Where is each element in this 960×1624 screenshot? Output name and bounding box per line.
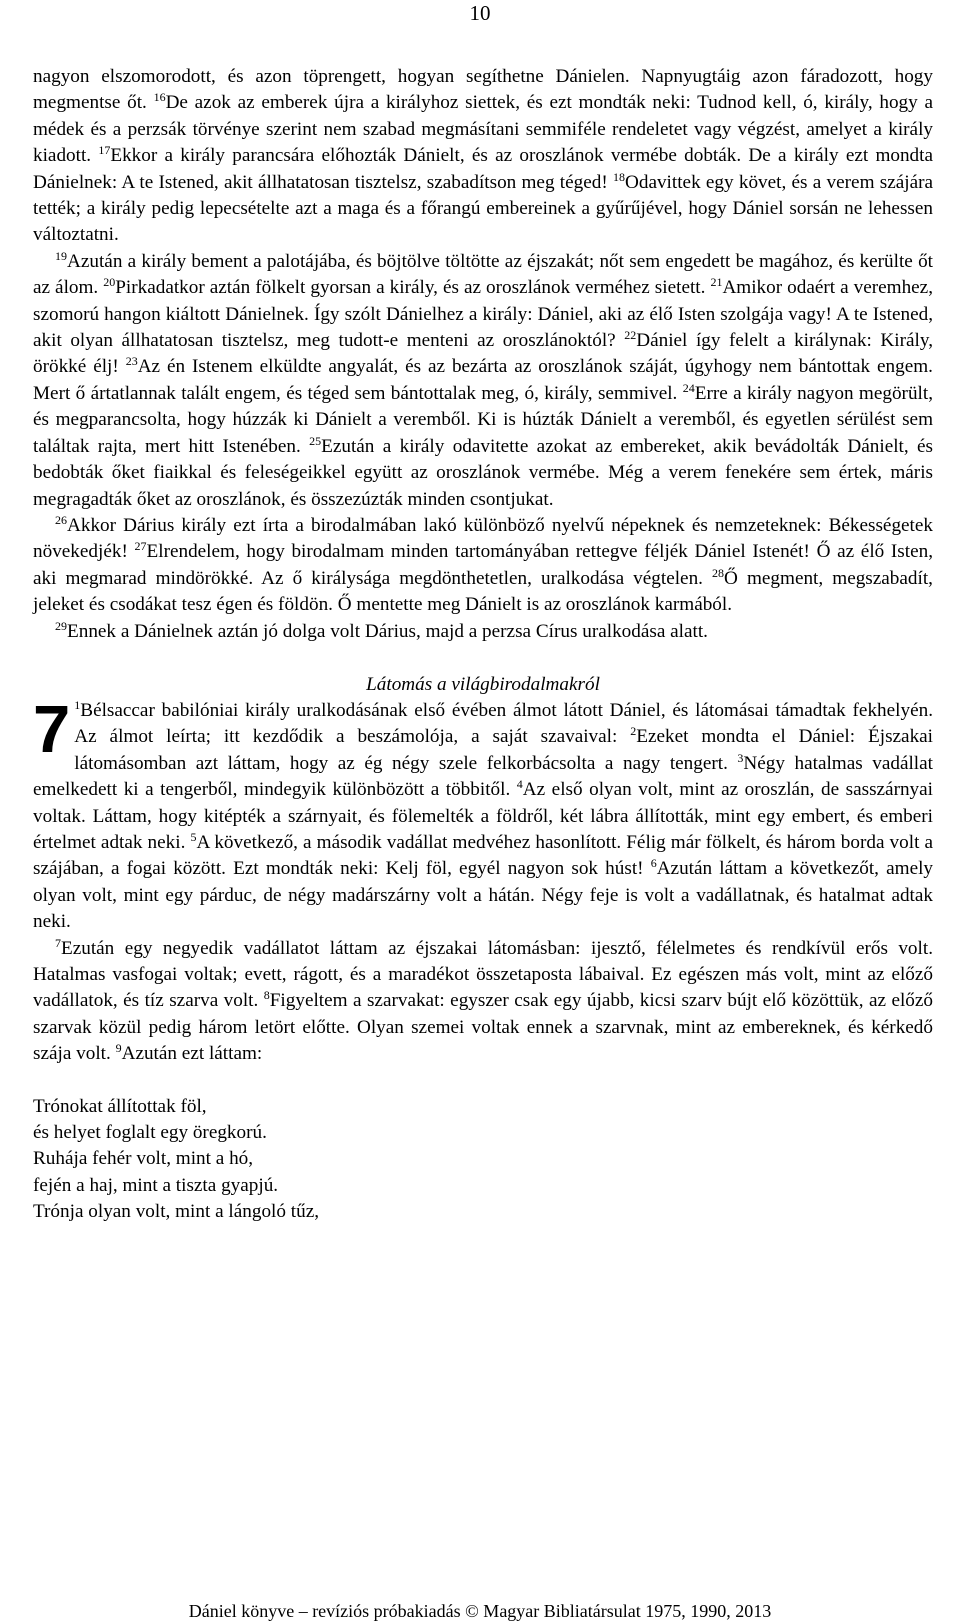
- page-number: 10: [469, 1, 491, 25]
- verse-number: 22: [624, 328, 637, 343]
- verse-text: Amikor odaért a veremhez, szomorú hangon kiáltott Dánielnek. Így szólt Dánielhez a király: Dániel, aki az élő Isten szolgája vagy! A te Istened, akit olyan állhatatosan tisztelsz, meg tudott-e menteni az oroszlánoktól?: [33, 277, 933, 352]
- verse-text: Négy hatalmas vadállat emelkedett ki a tengerből, mindegyik különbözött a többitől.: [33, 752, 933, 801]
- verse-text: Elrendelem, hogy birodalmam minden tartományában rettegve féljék Dániel Istenét! Ő az élő Isten, aki megmarad mindörökké. Az ő királysága megdönthetetlen, uralkodása végtelen.: [33, 541, 934, 589]
- verse-number: 26: [55, 512, 67, 527]
- verse-number: 3: [737, 750, 744, 765]
- verse-number: 27: [134, 539, 147, 554]
- verse-text: Pirkadatkor aztán fölkelt gyorsan a király, és az oroszlánok verméhez sietett.: [115, 277, 711, 299]
- verse-number: 28: [712, 565, 725, 580]
- verse-text: Figyeltem a szarvakat: egyszer csak egy újabb, kicsi szarv bújt elő közöttük, az előző szarvak közül pedig három letört előtte. Olyan szemei voltak ennek a szarvnak, mint az embereknek, és kérkedő szája volt.: [33, 990, 933, 1065]
- verse-number: 18: [613, 169, 625, 184]
- paragraph: [33, 936, 933, 1068]
- verse-text: Ezután a király odavitette azokat az embereket, akik bevádolták Dánielt, és bedobták őket fiaikkal és feleségeikkel együtt az oroszlánok vermébe. Még a verem fenekére sem értek, máris megragadták őket az oroszlánok, és összezúzták minden csontjukat.: [33, 435, 933, 510]
- verse-number: 20: [103, 275, 116, 290]
- poem-line: Ruhája fehér volt, mint a hó,: [33, 1148, 254, 1170]
- verse-number: 24: [682, 380, 695, 395]
- paragraph: [33, 64, 933, 249]
- paragraph: [33, 249, 933, 513]
- verse-text: Az én Istenem elküldte angyalát, és az bezárta az oroszlánok száját, úgyhogy nem bántottak engem. Mert ő ártatlannak talált engem, és téged sem bántottalak meg, ó, király, semmivel.: [33, 356, 933, 404]
- poem-line: Trónokat állítottak föl,: [33, 1095, 207, 1117]
- verse-text: Ekkor a király parancsára előhozták Dánielt, és az oroszlánok vermébe dobták. De a király ezt mondta Dánielnek: A te Istened, akit állhatatosan tisztelsz, szabadítson meg téged!: [33, 145, 933, 193]
- paragraph: [33, 619, 933, 645]
- paragraph: [33, 691, 934, 933]
- poem-line: és helyet foglalt egy öregkorú.: [33, 1122, 267, 1144]
- verse-text: nagyon elszomorodott, és azon töprengett, hogyan segíthetne Dánielen. Napnyugtáig azon fáradozott, hogy megmentse őt.: [33, 66, 933, 114]
- verse-text: Azután ezt láttam:: [121, 1043, 263, 1065]
- verse-number: 17: [98, 143, 111, 158]
- verse-number: 4: [516, 777, 523, 792]
- verse-text: Azután a király bement a palotájába, és böjtölve töltötte az éjszakát; nőt sem engedett be magához, és kerülte őt az álom.: [33, 250, 933, 299]
- verse-number: 1: [74, 697, 81, 712]
- verse-number: 21: [710, 275, 723, 290]
- chapter-paragraph: [33, 691, 934, 936]
- verse-text: Ezután egy negyedik vadállatot láttam az éjszakai látomásban: ijesztő, félelmetes és rendkívül erős volt. Hatalmas vasfogai voltak; evett, rágott, és a maradékot összetaposta lábaival. Ez egészen más volt, mint az előző vadállatok, és tíz szarva volt.: [33, 937, 933, 1012]
- section-title: Látomás a világbirodalmakról: [366, 673, 600, 695]
- paragraph: [33, 513, 933, 619]
- verse-number: 23: [125, 354, 138, 369]
- verse-text: Ezeket mondta el Dániel: Éjszakai látomásomban azt láttam, hogy az ég négy szele felkorbácsolta a nagy tengert.: [74, 726, 934, 774]
- verse-text: Ennek a Dánielnek aztán jó dolga volt Dárius, majd a perzsa Círus uralkodása alatt.: [67, 620, 708, 642]
- verse-number: 9: [115, 1041, 122, 1056]
- verse-number: 7: [55, 935, 61, 950]
- verse-text: De azok az emberek újra a királyhoz siettek, és ezt mondták neki: Tudnod kell, ó, király, hogy a médek és a perzsák törvénye szerint nem szabad megmásítani semmiféle rendeletet vagy végzést, amelyet a király kiadott.: [33, 92, 933, 167]
- verse-text: Bélsaccar babilóniai király uralkodásának első évében álmot látott Dániel, és látomásai támadtak fekhelyén. Az álmot leírta; itt kezdődik a beszámolója, a saját szavaival:: [74, 699, 933, 748]
- page-footer: Dániel könyve – revíziós próbakiadás © Magyar Bibliatársulat 1975, 1990, 2013: [188, 1601, 772, 1621]
- verse-number: 2: [630, 724, 637, 739]
- verse-number: 5: [190, 829, 197, 844]
- verse-number: 6: [650, 856, 657, 871]
- verse-number: 8: [263, 988, 270, 1003]
- verse-number: 16: [153, 90, 166, 105]
- verse-text: Ő megment, megszabadít, jeleket és csodákat tesz égen és földön. Ő mentette meg Dánielt is az oroszlánok karmából.: [33, 567, 933, 616]
- verse-text: Dániel így felelt a királynak: Király, örökké élj!: [33, 330, 934, 378]
- poem: [33, 1094, 933, 1226]
- verse-number: 29: [55, 618, 67, 633]
- poem-line: fején a haj, mint a tiszta gyapjú.: [33, 1174, 279, 1196]
- poem-line: Trónja olyan volt, mint a lángoló tűz,: [33, 1201, 320, 1223]
- verse-number: 25: [309, 433, 322, 448]
- verse-text: Azután láttam a következőt, amely olyan volt, mint egy párduc, de négy madárszárny volt a hátán. Négy feje is volt a vadállatnak, és hatalmat adtak neki.: [33, 858, 934, 933]
- verse-text: Odavittek egy követ, és a verem szájára tették; a király pedig lepecsételte azt a maga és a főrangú embereinek a gyűrűjével, hogy Dániel sorsán ne lehessen változtatni.: [33, 171, 933, 246]
- chapter-number: 7: [33, 691, 71, 767]
- verse-text: Akkor Dárius király ezt írta a birodalmában lakó különböző nyelvű népeknek és nemzeteknek: Békességetek növekedjék!: [33, 514, 933, 563]
- page-body: [33, 64, 933, 1226]
- verse-number: 19: [55, 248, 67, 263]
- verse-text: Az első olyan volt, mint az oroszlán, de sasszárnyai voltak. Láttam, hogy kitépték a szárnyait, és fölemelték a földről, két lábra állították, mint egy embert, és emberi értelmet adtak neki.: [33, 779, 933, 853]
- verse-text: Erre a király nagyon megörült, és megparancsolta, hogy húzzák ki Dánielt a veremből. Ki is húzták Dánielt a veremből, és egyetlen sérülést sem találtak rajta, mert hitt Istenében.: [33, 382, 933, 457]
- verse-text: A következő, a második vadállat medvéhez hasonlított. Félig már fölkelt, és három borda volt a szájában, a fogai között. Ezt mondták neki: Kelj föl, egyél nagyon sok húst!: [33, 831, 933, 880]
